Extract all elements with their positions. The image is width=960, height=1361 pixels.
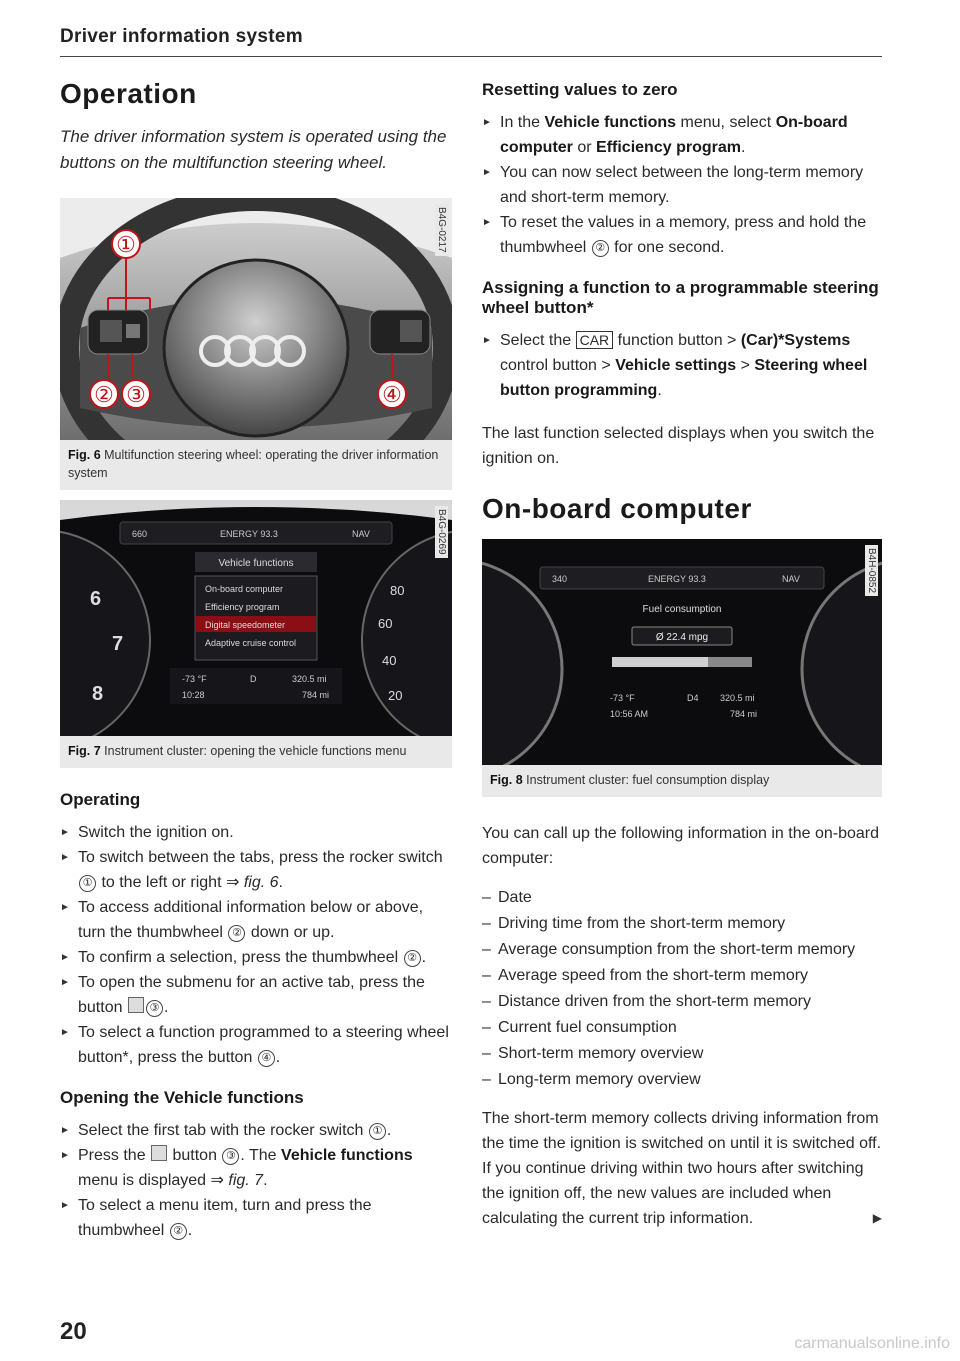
svg-text:Ø 22.4 mpg: Ø 22.4 mpg [655,632,709,643]
list-item: ► To open the submenu for an active tab, press the button ③ . [60,970,452,1020]
list-item: ► In the Vehicle functions menu, select On-board computer or Efficiency program. [482,110,882,160]
svg-text:NAV: NAV [782,574,800,584]
onboard-info-list [482,885,882,1092]
svg-text:20: 20 [388,688,403,703]
svg-text:320.5 mi: 320.5 mi [720,693,755,703]
menu-button-icon [151,1145,167,1161]
intro-text: The driver information system is operated using the buttons on the multifunction steering wheel. [60,127,447,172]
svg-text:Digital speedometer: Digital speedometer [205,620,286,630]
opening-steps [60,1118,452,1243]
callout-2: ② [94,382,114,407]
svg-text:Vehicle functions: Vehicle functions [218,558,294,569]
svg-text:ENERGY 93.3: ENERGY 93.3 [220,529,278,539]
svg-text:320.5 mi: 320.5 mi [292,674,327,684]
steering-wheel-image [60,198,452,440]
section-title: Driver information system [60,26,303,47]
car-key-label: CAR [576,331,614,349]
heading-operation: Operation [60,78,197,109]
svg-text:D4: D4 [687,693,699,703]
svg-text:On-board computer: On-board computer [205,584,284,594]
callout-3: ③ [126,382,146,407]
list-item: ► Switch the ignition on. [60,820,452,845]
figure-id: B4H-0852 [865,545,878,596]
figure-id: B4G-0269 [435,506,448,558]
svg-text:D: D [250,674,257,684]
onboard-intro: You can call up the following information in the on-board computer: [482,825,879,867]
list-item: – Average speed from the short-term memory [482,963,882,988]
svg-text:10:28: 10:28 [182,690,205,700]
watermark: carmanualsonline.info [794,1335,950,1352]
svg-text:784 mi: 784 mi [302,690,330,700]
list-item: ► Select the first tab with the rocker switch ① . [60,1118,452,1143]
svg-text:Efficiency program: Efficiency program [205,602,280,612]
list-item: – Distance driven from the short-term memory [482,989,882,1014]
svg-text:40: 40 [382,653,397,668]
heading-opening: Opening the Vehicle functions [60,1088,304,1107]
heading-assign: Assigning a function to a programmable steering wheel button* [482,278,879,317]
list-item: – Driving time from the short-term memory [482,911,882,936]
instrument-cluster-image [60,500,452,736]
list-item: ► To confirm a selection, press the thumbwheel ② . [60,945,452,970]
list-item: ► Press the button ③ . The Vehicle functions menu is displayed ⇒ fig. 7. [60,1143,452,1193]
svg-text:Fuel consumption: Fuel consumption [642,604,722,615]
operating-steps [60,820,452,1070]
list-item: – Average consumption from the short-term memory [482,937,882,962]
figure-8 [482,539,882,797]
list-item: ► You can now select between the long-term memory and short-term memory. [482,160,882,210]
list-item: ► Select the CAR function button > (Car)*Systems control button > Vehicle settings > Steering wheel button programming. [482,328,882,403]
list-item: – Date [482,885,882,910]
figure-id: B4G-0217 [435,204,448,256]
callout-4: ④ [382,382,402,407]
list-item: ► To reset the values in a memory, press and hold the thumbwheel ② for one second. [482,210,882,260]
list-item: – Short-term memory overview [482,1041,882,1066]
menu-button-icon [128,997,144,1013]
svg-text:Adaptive cruise control: Adaptive cruise control [205,638,297,648]
heading-reset: Resetting values to zero [482,80,678,99]
reset-steps [482,110,882,260]
svg-text:340: 340 [552,574,568,584]
callout-1: ① [116,232,136,257]
svg-text:784 mi: 784 mi [730,709,758,719]
svg-text:ENERGY 93.3: ENERGY 93.3 [648,574,706,584]
svg-text:60: 60 [378,616,393,631]
svg-text:7: 7 [112,633,124,655]
list-item: ► To select a function programmed to a steering wheel button*, press the button ④ . [60,1020,452,1070]
svg-text:80: 80 [390,583,405,598]
page-number: 20 [60,1318,87,1345]
heading-operating: Operating [60,790,141,809]
page-header [60,26,882,57]
figure-caption: Fig. 7 Instrument cluster: opening the vehicle functions menu [60,736,452,768]
left-column [60,68,452,1261]
figure-6 [60,198,452,490]
memory-note: The short-term memory collects driving information from the time the ignition is switched on until it is switched off. If you continue driving within two hours after switching the ignition off, the new values are included when calculating the current trip information. ▶ [482,1106,882,1231]
svg-text:660: 660 [132,529,148,539]
svg-text:NAV: NAV [352,529,370,539]
list-item: ► To access additional information below or above, turn the thumbwheel ② down or up. [60,895,452,945]
svg-text:-73 °F: -73 °F [182,674,207,684]
list-item: – Current fuel consumption [482,1015,882,1040]
continue-arrow-icon: ▶ [872,1211,882,1225]
fuel-consumption-image [482,539,882,765]
figure-7 [60,500,452,768]
svg-text:10:56 AM: 10:56 AM [610,709,649,719]
assign-note: The last function selected displays when you switch the ignition on. [482,425,875,467]
svg-text:6: 6 [90,588,102,610]
heading-onboard-computer: On-board computer [482,493,752,524]
figure-caption: Fig. 6 Multifunction steering wheel: operating the driver information system [60,440,452,490]
list-item: ► To switch between the tabs, press the rocker switch ① to the left or right ⇒ fig. 6. [60,845,452,895]
figure-caption: Fig. 8 Instrument cluster: fuel consumption display [482,765,882,797]
list-item: – Long-term memory overview [482,1067,882,1092]
assign-steps [482,328,882,403]
list-item: ► To select a menu item, turn and press the thumbwheel ② . [60,1193,452,1243]
svg-text:8: 8 [92,683,104,705]
svg-text:-73 °F: -73 °F [610,693,635,703]
right-column [482,68,882,1245]
